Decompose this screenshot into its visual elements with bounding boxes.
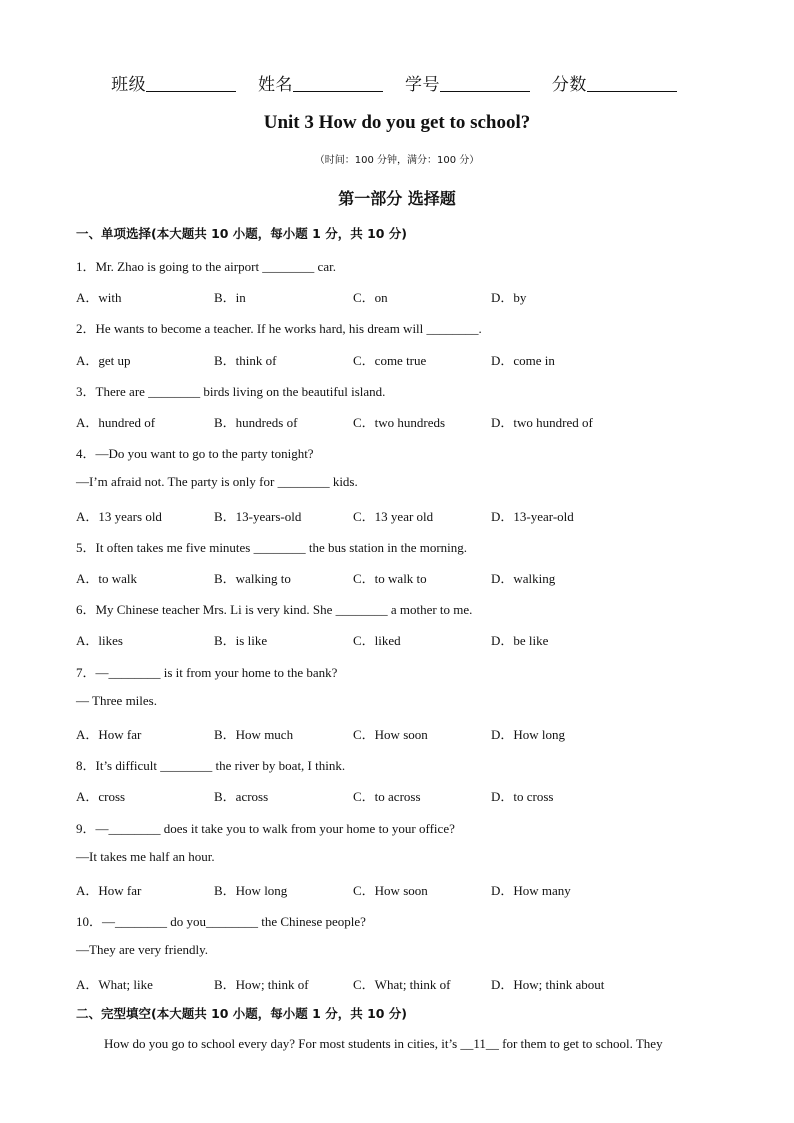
student-info-line — [0, 70, 794, 95]
question-7-option-b[interactable]: B．How much — [214, 727, 294, 742]
question-3-option-b[interactable]: B．hundreds of — [214, 415, 298, 430]
question-10-stem: 10．—________ do you________ the Chinese people? — [76, 914, 366, 929]
question-10-option-c[interactable]: C．What; think of — [353, 977, 451, 992]
question-7-option-d[interactable]: D．How long — [491, 727, 566, 742]
question-1-option-c[interactable]: C．on — [353, 290, 388, 305]
exam-subtitle: （时间：100 分钟，满分：100 分） — [314, 155, 480, 166]
question-9-option-c[interactable]: C．How soon — [353, 883, 428, 898]
question-4-option-b[interactable]: B．13-years-old — [214, 509, 302, 524]
question-8-option-a[interactable]: A．cross — [76, 789, 126, 804]
question-6-option-a[interactable]: A．likes — [76, 633, 123, 648]
question-9-option-b[interactable]: B．How long — [214, 883, 288, 898]
question-9-stem: 9．—________ does it take you to walk from your home to your office? — [76, 821, 455, 836]
class-label: 班级 — [111, 75, 147, 95]
question-2-option-d[interactable]: D．come in — [491, 353, 555, 368]
question-4-stem-line-2: —I’m afraid not. The party is only for ________ kids. — [76, 474, 358, 489]
question-4-option-c[interactable]: C．13 year old — [353, 509, 434, 524]
page-title: Unit 3 How do you get to school? — [263, 112, 531, 133]
score-blank[interactable] — [587, 75, 677, 92]
class-blank[interactable] — [146, 75, 236, 92]
question-2-option-b[interactable]: B．think of — [214, 353, 277, 368]
question-10-option-d[interactable]: D．How; think about — [491, 977, 605, 992]
question-4-option-d[interactable]: D．13-year-old — [491, 509, 574, 524]
question-7-option-c[interactable]: C．How soon — [353, 727, 428, 742]
question-5-option-c[interactable]: C．to walk to — [353, 571, 427, 586]
question-8-option-c[interactable]: C．to across — [353, 789, 421, 804]
name-label: 姓名 — [258, 75, 294, 95]
name-blank[interactable] — [293, 75, 383, 92]
question-5-stem: 5．It often takes me five minutes ________ the bus station in the morning. — [76, 540, 468, 555]
question-2-option-a[interactable]: A．get up — [76, 353, 131, 368]
question-10-option-a[interactable]: A．What; like — [76, 977, 153, 992]
question-7-stem: 7．—________ is it from your home to the bank? — [76, 665, 338, 680]
question-10-option-b[interactable]: B．How; think of — [214, 977, 309, 992]
question-6-option-b[interactable]: B．is like — [214, 633, 268, 648]
question-5-option-b[interactable]: B．walking to — [214, 571, 291, 586]
cloze-passage-line: How do you go to school every day? For most students in cities, it’s __11__ for them to get to school. They — [104, 1036, 663, 1051]
question-7-stem-line-2: — Three miles. — [76, 693, 157, 708]
question-9-option-d[interactable]: D．How many — [491, 883, 571, 898]
question-6-stem: 6．My Chinese teacher Mrs. Li is very kind. She ________ a mother to me. — [76, 602, 473, 617]
question-6-option-d[interactable]: D．be like — [491, 633, 549, 648]
id-blank[interactable] — [440, 75, 530, 92]
question-8-stem: 8．It’s difficult ________ the river by boat, I think. — [76, 758, 346, 773]
question-1-option-d[interactable]: D．by — [491, 290, 527, 305]
question-4-stem: 4．—Do you want to go to the party tonight? — [76, 446, 314, 461]
question-5-option-a[interactable]: A．to walk — [76, 571, 138, 586]
question-7-option-a[interactable]: A．How far — [76, 727, 142, 742]
question-10-stem-line-2: —They are very friendly. — [76, 942, 208, 957]
question-3-option-d[interactable]: D．two hundred of — [491, 415, 593, 430]
question-3-option-c[interactable]: C．two hundreds — [353, 415, 446, 430]
section-2-heading: 二、完型填空(本大题共 10 小题，每小题 1 分，共 10 分) — [76, 1006, 408, 1021]
question-5-option-d[interactable]: D．walking — [491, 571, 556, 586]
question-2-option-c[interactable]: C．come true — [353, 353, 427, 368]
question-8-option-d[interactable]: D．to cross — [491, 789, 554, 804]
question-1-stem: 1．Mr. Zhao is going to the airport ________ car. — [76, 259, 336, 274]
question-1-option-a[interactable]: A．with — [76, 290, 122, 305]
id-label: 学号 — [404, 75, 440, 95]
question-3-stem: 3．There are ________ birds living on the beautiful island. — [76, 384, 386, 399]
question-1-option-b[interactable]: B．in — [214, 290, 246, 305]
question-9-option-a[interactable]: A．How far — [76, 883, 142, 898]
question-9-stem-line-2: —It takes me half an hour. — [76, 849, 215, 864]
section-1-heading: 一、单项选择(本大题共 10 小题，每小题 1 分，共 10 分) — [76, 226, 408, 241]
part-title: 第一部分 选择题 — [338, 189, 456, 208]
question-4-option-a[interactable]: A．13 years old — [76, 509, 162, 524]
question-2-stem: 2．He wants to become a teacher. If he works hard, his dream will ________. — [76, 321, 482, 336]
question-3-option-a[interactable]: A．hundred of — [76, 415, 156, 430]
question-6-option-c[interactable]: C．liked — [353, 633, 401, 648]
question-8-option-b[interactable]: B．across — [214, 789, 269, 804]
score-label: 分数 — [551, 75, 587, 95]
